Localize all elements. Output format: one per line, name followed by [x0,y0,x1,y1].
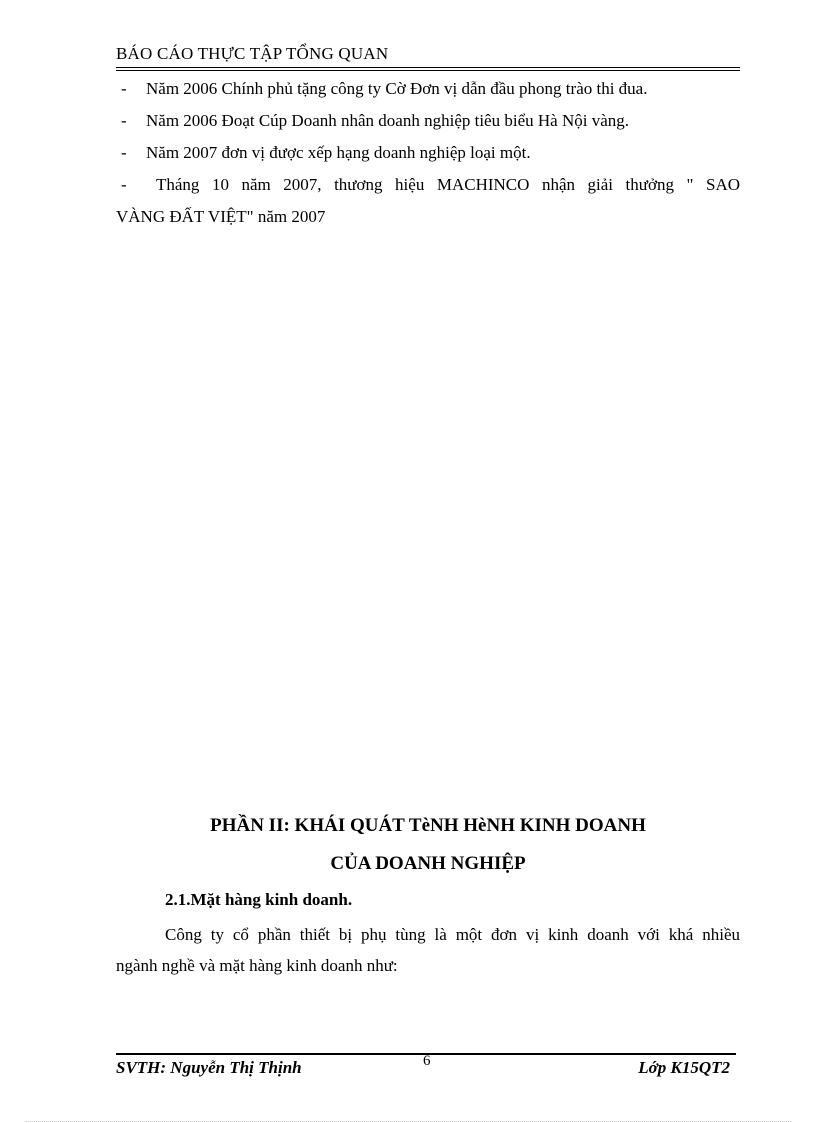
report-title: BÁO CÁO THỰC TẬP TỔNG QUAN [116,44,389,63]
list-item [116,169,740,233]
header-rule-top [116,67,740,68]
bullet-text: Năm 2006 Đoạt Cúp Doanh nhân doanh nghiệp tiêu biểu Hà Nội vàng. [146,111,629,130]
paragraph-line-2: ngành nghề và mặt hàng kinh doanh như: [116,956,398,975]
bullet-text: Năm 2006 Chính phủ tặng công ty Cờ Đơn vị dẫn đầu phong trào thi đua. [146,79,648,98]
section-heading-line-2: CỦA DOANH NGHIỆP [330,853,526,874]
page-edge-dots [25,1121,791,1122]
bullet-text: Tháng 10 năm 2007, thương hiệu MACHINCO nhận giải thưởng " SAO [156,175,740,194]
bullet-marker: - [121,111,127,130]
class-code: Lớp K15QT2 [638,1058,730,1077]
bullet-marker: - [121,143,127,162]
bullet-marker: - [121,79,127,98]
student-name: SVTH: Nguyễn Thị Thịnh [116,1058,302,1077]
paragraph [116,925,740,945]
page-number: 6 [423,1053,431,1069]
achievements-list [116,73,740,233]
bullet-text: Năm 2007 đơn vị được xếp hạng doanh nghiệp loại một. [146,143,531,162]
bullet-marker: - [121,175,127,194]
list-item [116,105,740,137]
bullet-text-continued: VÀNG ĐẤT VIỆT" năm 2007 [116,207,326,226]
paragraph-line-1: Công ty cổ phần thiết bị phụ tùng là một đơn vị kinh doanh với khá nhiều [165,925,740,944]
section-heading-line-1: PHẦN II: KHÁI QUÁT TèNH HèNH KINH DOANH [210,815,646,836]
header-rule-bottom [116,70,740,71]
subsection-heading: 2.1.Mặt hàng kinh doanh. [165,890,353,909]
list-item [116,73,740,105]
list-item [116,137,740,169]
